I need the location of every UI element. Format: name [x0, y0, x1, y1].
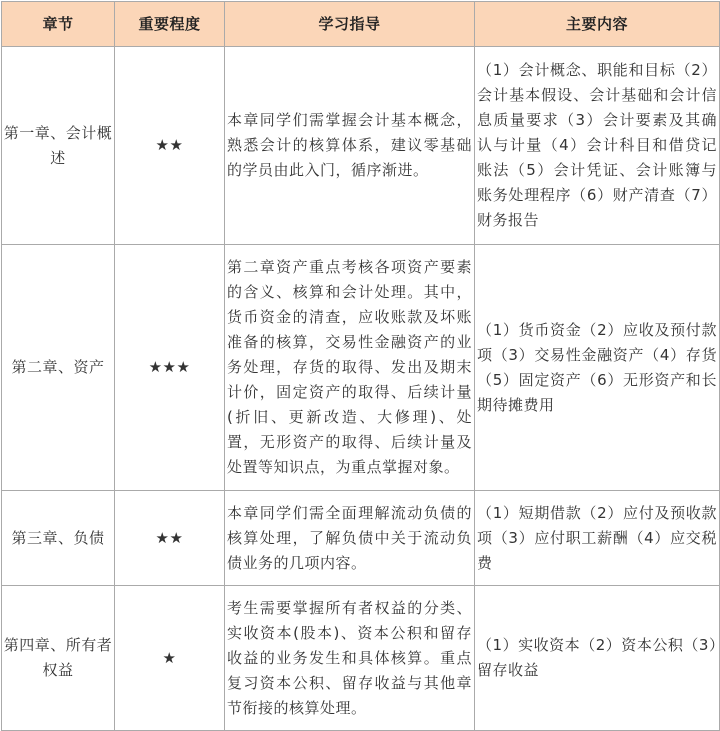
content-cell: （1）实收资本（2）资本公积（3）留存收益: [475, 586, 720, 731]
table-row: [2, 586, 720, 731]
content-cell: （1）货币资金（2）应收及预付款项（3）交易性金融资产（4）存货（5）固定资产（6）无形资产和长期待摊费用: [475, 245, 720, 491]
table-row: [2, 47, 720, 245]
chapter-cell: 第三章、负债: [2, 491, 115, 586]
header-chapter: 章节: [2, 2, 115, 47]
guide-cell: 本章同学们需掌握会计基本概念，熟悉会计的核算体系，建议零基础的学员由此入门，循序渐进。: [225, 47, 475, 245]
table-row: [2, 245, 720, 491]
importance-stars: ★★: [115, 491, 225, 586]
header-row: [2, 2, 720, 47]
chapter-cell: 第一章、会计概述: [2, 47, 115, 245]
guide-cell: 本章同学们需全面理解流动负债的核算处理，了解负债中关于流动负债业务的几项内容。: [225, 491, 475, 586]
study-guide-table: [1, 1, 720, 731]
content-cell: （1）短期借款（2）应付及预收款项（3）应付职工薪酬（4）应交税费: [475, 491, 720, 586]
chapter-cell: 第四章、所有者权益: [2, 586, 115, 731]
importance-stars: ★: [115, 586, 225, 731]
header-importance: 重要程度: [115, 2, 225, 47]
importance-stars: ★★★: [115, 245, 225, 491]
header-content: 主要内容: [475, 2, 720, 47]
guide-cell: 考生需要掌握所有者权益的分类、实收资本(股本)、资本公积和留存收益的业务发生和具体核算。重点复习资本公积、留存收益与其他章节衔接的核算处理。: [225, 586, 475, 731]
content-cell: （1）会计概念、职能和目标（2）会计基本假设、会计基础和会计信息质量要求（3）会计要素及其确认与计量（4）会计科目和借贷记账法（5）会计凭证、会计账簿与账务处理程序（6）财产清查（7）财务报告: [475, 47, 720, 245]
importance-stars: ★★: [115, 47, 225, 245]
guide-cell: 第二章资产重点考核各项资产要素的含义、核算和会计处理。其中，货币资金的清查，应收账款及坏账准备的核算，交易性金融资产的业务处理，存货的取得、发出及期末计价，固定资产的取得、后续计量(折旧、更新改造、大修理)、处置，无形资产的取得、后续计量及处置等知识点，为重点掌握对象。: [225, 245, 475, 491]
chapter-cell: 第二章、资产: [2, 245, 115, 491]
table-row: [2, 491, 720, 586]
header-guide: 学习指导: [225, 2, 475, 47]
